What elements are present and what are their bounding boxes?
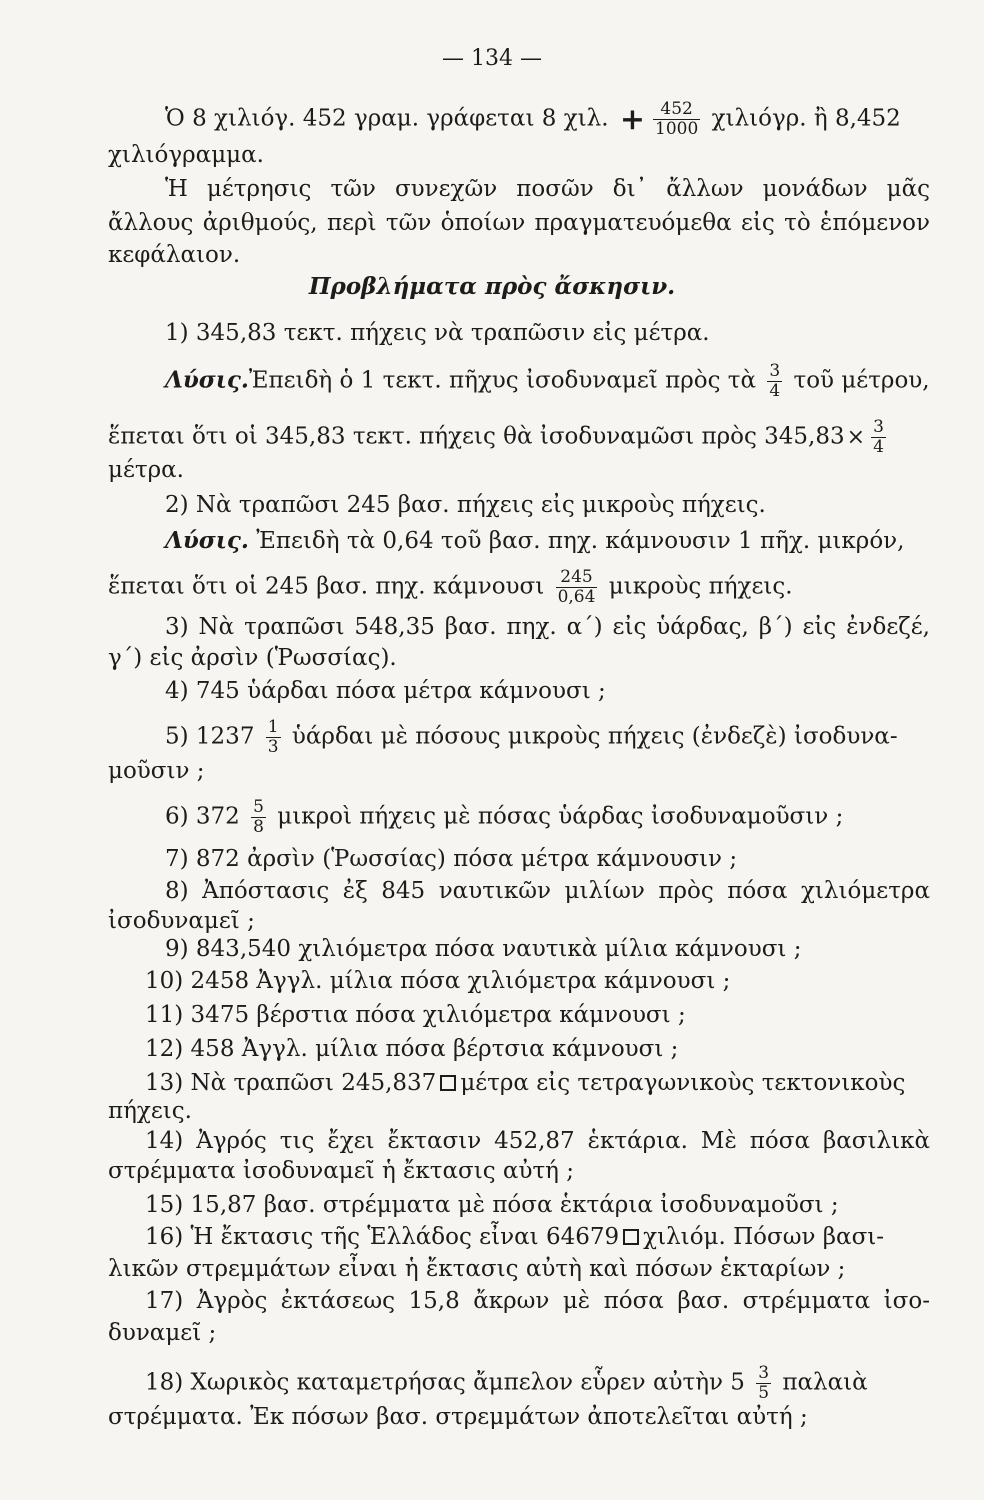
fraction-numerator: 5 (253, 797, 264, 817)
text-span: 6) 372 (165, 803, 240, 830)
text-line: Ἡ μέτρησις τῶν συνεχῶν ποσῶν δι᾿ ἄλλων μονάδων μᾶς (165, 176, 930, 202)
fraction-denominator: 8 (253, 817, 264, 837)
text-span: παλαιὰ (782, 1369, 868, 1396)
fraction (653, 100, 700, 139)
problem-18 (145, 1364, 984, 1403)
fraction-numerator: 452 (653, 100, 700, 120)
text-line (165, 100, 984, 139)
text-span: μέτρα εἰς τετραγωνικοὺς τεκτονικοὺς (460, 1070, 906, 1096)
problem-1: 1) 345,83 τεκτ. πήχεις νὰ τραπῶσιν εἰς μέτρα. (165, 320, 710, 346)
problem-7: 7) 872 ἀρσὶν (Ῥωσσίας) πόσα μέτρα κάμνουσιν ; (165, 846, 738, 872)
text-span: ὑάρδαι μὲ πόσους μικροὺς πήχεις (ἐνδεζὲ) ἰσοδυνα- (291, 723, 898, 750)
fraction-numerator: 1 (267, 717, 279, 737)
problem-8: 8) Ἀπόστασις ἐξ 845 ναυτικῶν μιλίων πρὸς πόσα χιλιόμετρα (165, 878, 930, 904)
text-span: Ἐπειδὴ ὁ 1 τεκτ. πῆχυς ἰσοδυναμεῖ πρὸς τὰ (248, 367, 757, 394)
text-line: στρέμματα. Ἐκ πόσων βασ. στρεμμάτων ἀποτελεῖται αὐτή ; (108, 1404, 808, 1430)
text-line: στρέμματα ἰσοδυναμεῖ ἡ ἔκτασις αὐτή ; (108, 1158, 575, 1184)
text-line: χιλιόγραμμα. (108, 142, 264, 168)
text-span: χιλιόγρ. ἢ 8,452 (711, 105, 901, 132)
text-span: τοῦ μέτρου, (793, 367, 930, 394)
text-line: ἰσοδυναμεῖ ; (108, 908, 255, 934)
square-symbol-icon (623, 1229, 639, 1245)
text-span: 5) 1237 (165, 723, 255, 750)
fraction-denominator: 1000 (655, 119, 699, 139)
page-number: — 134 — (442, 46, 542, 71)
problem-10: 10) 2458 Ἀγγλ. μίλια πόσα χιλιόμετρα κάμνουσι ; (145, 968, 731, 994)
problem-9: 9) 843,540 χιλιόμετρα πόσα ναυτικὰ μίλια κάμνουσι ; (165, 936, 802, 962)
problem-15: 15) 15,87 βασ. στρέμματα μὲ πόσα ἑκτάρια ἰσοδυναμοῦσι ; (145, 1192, 839, 1218)
fraction-denominator: 4 (873, 437, 884, 457)
solution-line (165, 362, 984, 401)
problem-11: 11) 3475 βέρστια πόσα χιλιόμετρα κάμνουσι ; (145, 1002, 686, 1028)
problem-5 (165, 718, 984, 757)
problem-4: 4) 745 ὑάρδαι πόσα μέτρα κάμνουσι ; (165, 678, 606, 704)
text-line: μέτρα. (108, 457, 184, 483)
text-span: ἕπεται ὅτι οἱ 245 βασ. πηχ. κάμνουσι (108, 573, 545, 600)
problem-14: 14) Ἀγρός τις ἔχει ἔκτασιν 452,87 ἑκτάρια. Μὲ πόσα βασιλικὰ (145, 1128, 930, 1154)
solution-label: Λύσις. (165, 527, 249, 554)
fraction-numerator: 245 (556, 568, 598, 588)
fraction-numerator: 3 (873, 417, 884, 437)
text-line: δυναμεῖ ; (108, 1320, 217, 1346)
text-span: Ἐπειδὴ τὰ 0,64 τοῦ βασ. πηχ. κάμνουσιν 1 πῆχ. μικρόν, (256, 528, 905, 554)
solution-line (165, 526, 984, 556)
text-line: γ´) εἰς ἀρσὶν (Ῥωσσίας). (108, 645, 397, 671)
text-span: 16) Ἡ ἔκτασις τῆς Ἑλλάδος εἶναι 64679 (145, 1224, 620, 1250)
section-heading: Προβλήματα πρὸς ἄσκησιν. (308, 273, 676, 300)
problem-3: 3) Νὰ τραπῶσι 548,35 βασ. πηχ. α´) εἰς ὑάρδας, β´) εἰς ἐνδεζέ, (165, 614, 930, 640)
text-span: μικροὶ πήχεις μὲ πόσας ὑάρδας ἰσοδυναμοῦσιν ; (277, 803, 844, 830)
problem-13 (145, 1068, 984, 1098)
times-sign: × (846, 424, 866, 450)
text-line: ἄλλους ἀριθμούς, περὶ τῶν ὁποίων πραγματευόμεθα εἰς τὸ ἑπόμενον (108, 210, 930, 236)
text-line: μοῦσιν ; (108, 758, 205, 784)
text-line (108, 418, 984, 457)
text-span: Ὁ 8 χιλιόγ. 452 γραμ. γράφεται 8 χιλ. (165, 105, 609, 132)
fraction (556, 568, 598, 607)
fraction-denominator: 5 (758, 1383, 770, 1403)
fraction-denominator: 4 (769, 381, 781, 401)
text-line (108, 568, 984, 607)
text-span: 18) Χωρικὸς καταμετρήσας ἄμπελον εὗρεν αὐτὴν 5 (145, 1369, 745, 1396)
fraction (871, 418, 886, 457)
fraction-numerator: 3 (769, 361, 781, 381)
problem-17: 17) Ἀγρὸς ἐκτάσεως 15,8 ἄκρων μὲ πόσα βασ. στρέμματα ἰσο- (145, 1288, 930, 1314)
plus-sign: + (619, 101, 646, 137)
text-line: κεφάλαιον. (108, 242, 241, 268)
fraction-numerator: 3 (758, 1363, 770, 1383)
fraction (251, 798, 266, 837)
solution-label: Λύσις. (165, 366, 249, 394)
text-span: 13) Νὰ τραπῶσι 245,837 (145, 1070, 437, 1096)
text-line: λικῶν στρεμμάτων εἶναι ἡ ἔκτασις αὐτὴ καὶ πόσων ἑκταρίων ; (108, 1256, 846, 1282)
fraction (756, 1364, 771, 1403)
problem-6 (165, 798, 984, 837)
square-symbol-icon (440, 1075, 456, 1091)
fraction (266, 718, 281, 757)
text-span: μικροὺς πήχεις. (608, 573, 793, 600)
fraction (767, 362, 782, 401)
text-span: χιλιόμ. Πόσων βασι- (643, 1224, 885, 1250)
text-span: ἕπεται ὅτι οἱ 345,83 τεκτ. πήχεις θὰ ἰσοδυναμῶσι πρὸς 345,83 (108, 423, 845, 450)
problem-12: 12) 458 Ἀγγλ. μίλια πόσα βέρτσια κάμνουσι ; (145, 1036, 679, 1062)
fraction-denominator: 0,64 (557, 587, 596, 607)
problem-16 (145, 1222, 984, 1252)
fraction-denominator: 3 (267, 737, 279, 757)
text-line: πήχεις. (108, 1098, 192, 1124)
problem-2: 2) Νὰ τραπῶσι 245 βασ. πήχεις εἰς μικροὺς πήχεις. (165, 492, 766, 518)
